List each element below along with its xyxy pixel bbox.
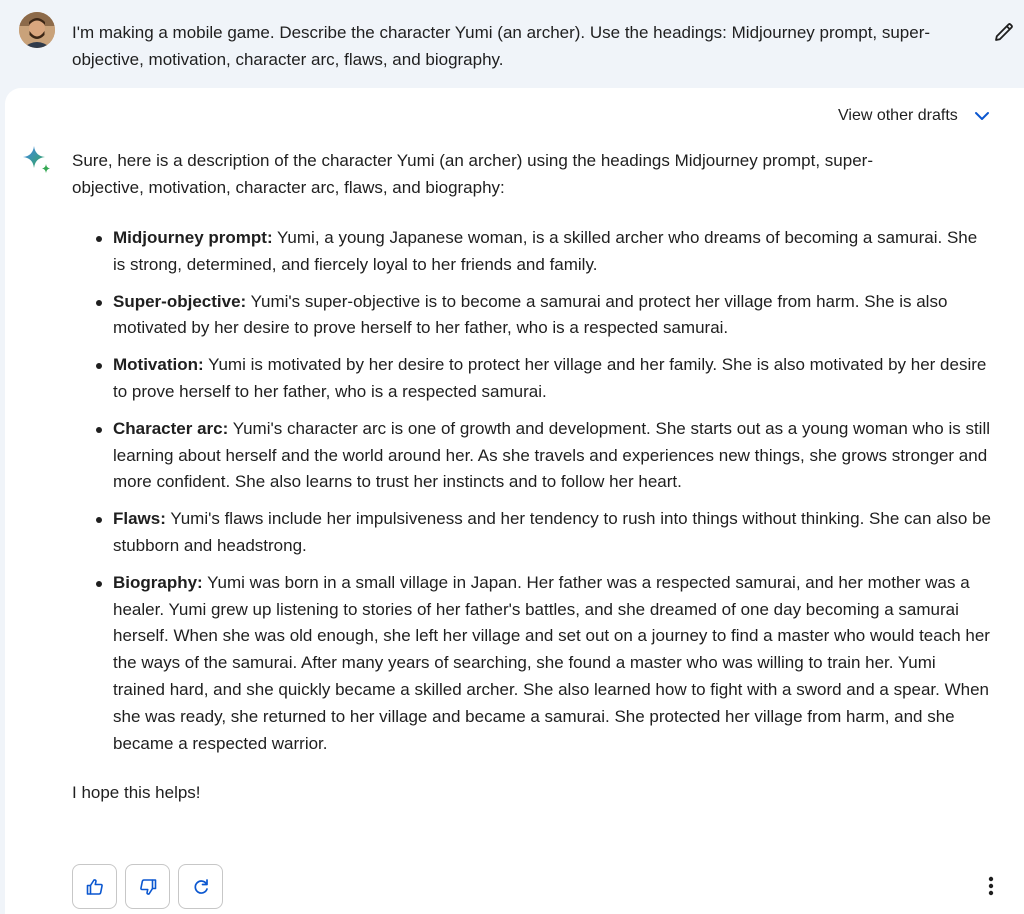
view-other-drafts-label: View other drafts [838, 107, 958, 124]
list-item-biography [92, 570, 992, 758]
item-heading: Motivation: [113, 355, 204, 375]
list-item-super-objective [92, 289, 992, 343]
more-vertical-icon [988, 876, 994, 896]
more-options-button[interactable] [977, 872, 1005, 900]
thumbs-down-icon [138, 877, 158, 897]
response-outro: I hope this helps! [72, 783, 201, 803]
list-item-character-arc [92, 416, 992, 496]
response-card [5, 88, 1024, 914]
item-heading: Biography: [113, 572, 203, 592]
item-text: Yumi's character arc is one of growth and development. She starts out as a young woman who is still learning about herself and the world around her. As she travels and experiences new things, she grows stronger and more confident. She also learns to trust her instincts and to follow her heart. [113, 418, 990, 492]
pencil-icon [992, 20, 1016, 44]
user-prompt-text: I'm making a mobile game. Describe the character Yumi (an archer). Use the headings: Midjourney prompt, super-objective, motivation, character arc, flaws, and biography. [72, 23, 931, 69]
refresh-icon [191, 877, 211, 897]
list-item-midjourney-prompt [92, 225, 992, 279]
regenerate-button[interactable] [178, 864, 223, 909]
list-item-flaws [92, 506, 992, 560]
dislike-button[interactable] [125, 864, 170, 909]
character-details-list [72, 225, 992, 757]
response-body [72, 147, 992, 806]
response-actions [72, 864, 223, 909]
thumbs-up-icon [85, 877, 105, 897]
item-heading: Flaws: [113, 509, 166, 529]
item-text: Yumi is motivated by her desire to protect her village and her family. She is also motivated by her desire to prove herself to her father, who is a respected samurai. [113, 355, 987, 401]
response-intro: Sure, here is a description of the character Yumi (an archer) using the headings Midjourney prompt, super-objective, motivation, character arc, flaws, and biography: [72, 151, 873, 197]
item-heading: Super-objective: [113, 291, 247, 311]
item-text: Yumi's flaws include her impulsiveness and her tendency to rush into things without thinking. She can also be stubborn and headstrong. [113, 509, 991, 555]
user-avatar[interactable] [19, 12, 55, 48]
list-item-motivation [92, 352, 992, 406]
like-button[interactable] [72, 864, 117, 909]
assistant-avatar [21, 144, 53, 176]
item-text: Yumi's super-objective is to become a samurai and protect her village from harm. She is also motivated by her desire to prove herself to her father, who is a respected samurai. [113, 291, 948, 338]
item-text: Yumi was born in a small village in Japan. Her father was a respected samurai, and her mother was a healer. Yumi grew up listening to stories of her father's battles, and she dreamed of one day becoming a samurai herself. When she was old enough, she left her village and set out on a journey to find a master who would teach her the ways of the samurai. After many years of searching, she found a master who was willing to train her. Yumi trained hard, and she quickly became a skilled archer. She also learned how to fight with a sword and a spear. When she was ready, she returned to her village and became a samurai. She protected her village from harm, and she became a respected warrior. [113, 572, 990, 753]
view-other-drafts-button[interactable] [838, 104, 992, 128]
chevron-down-icon [972, 106, 992, 126]
edit-prompt-button[interactable] [990, 18, 1018, 46]
avatar-image [19, 12, 55, 48]
sparkle-icon [21, 144, 53, 176]
user-prompt-row [0, 0, 1024, 88]
item-heading: Midjourney prompt: [113, 228, 273, 247]
item-text: Yumi, a young Japanese woman, is a skilled archer who dreams of becoming a samurai. She is strong, determined, and fiercely loyal to her friends and family. [113, 228, 978, 274]
item-heading: Character arc: [113, 418, 229, 438]
